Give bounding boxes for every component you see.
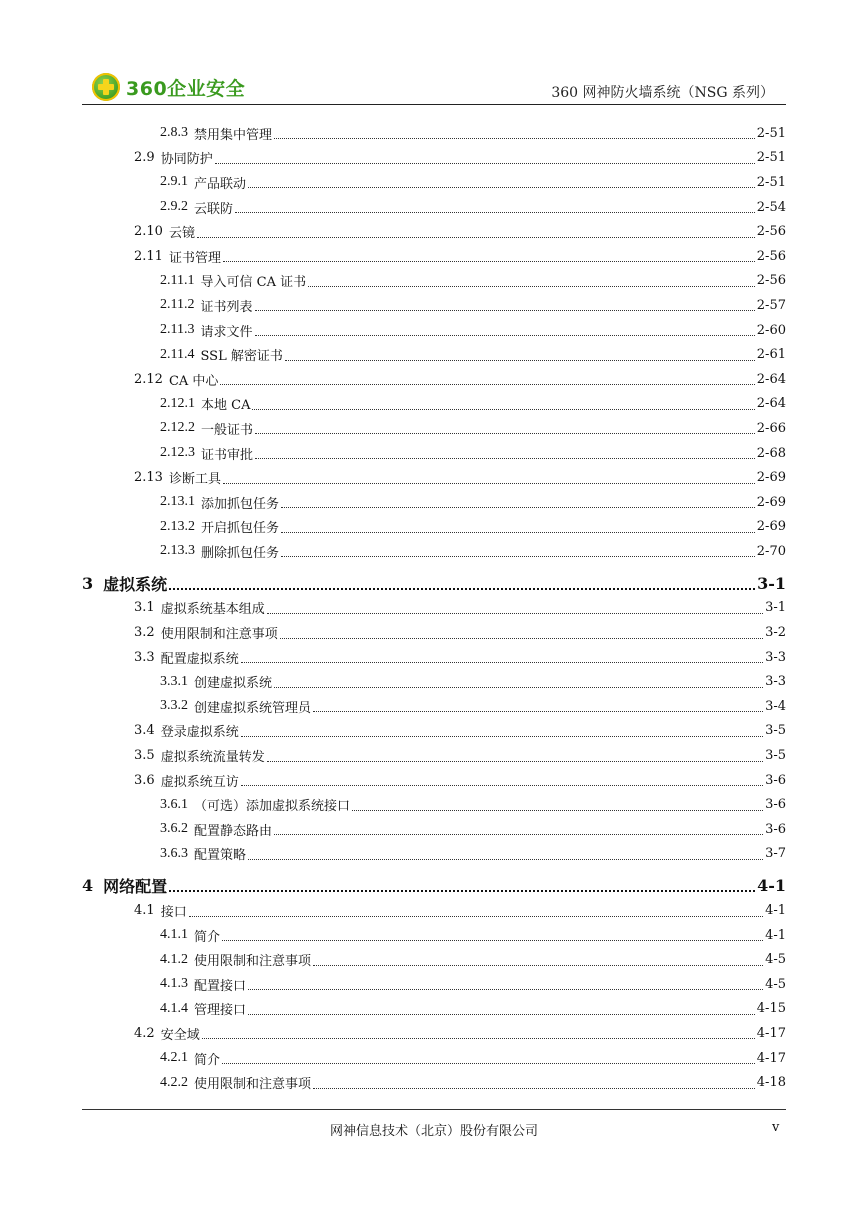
toc-entry-page: 3-6 <box>765 821 786 837</box>
toc-leader-dots <box>241 784 763 786</box>
toc-entry-page: 2-64 <box>756 396 786 412</box>
toc-entry-number: 3.6.1 <box>160 796 188 812</box>
toc-leader-dots <box>220 383 754 385</box>
toc-entry-page: 2-69 <box>756 519 786 535</box>
toc-entry[interactable] <box>82 219 786 244</box>
toc-entry-number: 2.12.3 <box>160 445 195 461</box>
toc-entry-title: 简介 <box>194 929 221 945</box>
toc-entry-title: SSL 解密证书 <box>200 349 283 365</box>
toc-leader-dots <box>313 1087 755 1089</box>
toc-entry-number: 3.5 <box>134 748 155 764</box>
toc-leader-dots <box>281 531 755 533</box>
toc-entry[interactable] <box>82 392 786 417</box>
toc-entry-number: 2.8.3 <box>160 125 188 141</box>
toc-entry-number: 2.9.1 <box>160 174 188 190</box>
toc-entry-number: 2.13.3 <box>160 543 195 559</box>
toc-entry-title: 虚拟系统流量转发 <box>160 750 265 766</box>
toc-entry-number: 2.12 <box>134 371 163 387</box>
toc-entry[interactable] <box>82 490 786 515</box>
toc-entry-number: 2.13 <box>134 470 163 486</box>
toc-leader-dots <box>197 236 755 238</box>
toc-entry-page: 2-54 <box>756 199 786 215</box>
toc-entry[interactable] <box>82 817 786 842</box>
toc-entry-title: 安全域 <box>160 1027 200 1043</box>
toc-entry[interactable] <box>82 694 786 719</box>
toc-entry-title: 证书管理 <box>168 250 221 266</box>
toc-entry-title: 管理接口 <box>194 1003 247 1019</box>
toc-entry-page: 2-68 <box>756 445 786 461</box>
toc-entry[interactable] <box>82 293 786 318</box>
header-divider <box>82 104 786 105</box>
toc-entry-number: 2.12.1 <box>160 395 195 411</box>
toc-entry-number: 4.1.4 <box>160 1000 188 1016</box>
toc-entry[interactable] <box>82 170 786 195</box>
toc-entry[interactable] <box>82 342 786 367</box>
toc-entry-page: 3-2 <box>765 625 786 641</box>
toc-leader-dots <box>252 408 754 410</box>
toc-entry-page: 3-3 <box>765 674 786 690</box>
toc-entry-title: 云联防 <box>194 201 234 217</box>
toc-entry-page: 4-17 <box>756 1050 786 1066</box>
toc-entry-title: 接口 <box>160 905 187 921</box>
toc-entry-page: 2-56 <box>756 224 786 240</box>
toc-entry[interactable] <box>82 1021 786 1046</box>
toc-entry[interactable] <box>82 923 786 948</box>
toc-leader-dots <box>222 939 763 941</box>
toc-entry-page: 4-5 <box>765 952 786 968</box>
toc-entry-number: 2.9 <box>134 150 155 166</box>
toc-entry-title: 删除抓包任务 <box>201 545 280 561</box>
toc-entry-page: 4-18 <box>756 1075 786 1091</box>
toc-entry-page: 2-60 <box>756 322 786 338</box>
toc-entry-title: 虚拟系统互访 <box>160 774 239 790</box>
toc-entry-number: 4.1.2 <box>160 951 188 967</box>
toc-entry[interactable] <box>82 367 786 392</box>
toc-entry-number: 2.9.2 <box>160 199 188 215</box>
toc-leader-dots <box>189 915 763 917</box>
toc-leader-dots <box>241 735 763 737</box>
toc-entry-title: 证书列表 <box>200 299 253 315</box>
toc-entry-title: 配置接口 <box>194 978 247 994</box>
toc-entry-title: 协同防护 <box>160 152 213 168</box>
toc-entry-number: 2.11.3 <box>160 322 195 338</box>
toc-entry-page: 2-69 <box>756 470 786 486</box>
toc-entry-title: 配置策略 <box>194 848 247 864</box>
toc-leader-dots <box>255 457 755 459</box>
toc-entry-page: 2-51 <box>756 174 786 190</box>
toc-entry[interactable] <box>82 195 786 220</box>
toc-leader-dots <box>313 710 763 712</box>
toc-entry[interactable] <box>82 318 786 343</box>
toc-entry-page: 4-1 <box>765 903 786 919</box>
toc-entry-number: 4.1.1 <box>160 927 188 943</box>
toc-entry-page: 2-51 <box>756 150 786 166</box>
toc-leader-dots <box>255 432 755 434</box>
toc-leader-dots <box>255 309 755 311</box>
toc-entry-number: 3.1 <box>134 600 155 616</box>
toc-leader-dots <box>235 211 755 213</box>
toc-entry-page: 2-64 <box>756 371 786 387</box>
toc-entry-page: 3-5 <box>765 723 786 739</box>
toc-leader-dots <box>274 686 763 688</box>
toc-entry[interactable] <box>82 873 786 898</box>
toc-entry-page: 2-51 <box>756 125 786 141</box>
toc-entry-title: 本地 CA <box>201 398 251 414</box>
toc-entry-page: 3-1 <box>757 573 786 593</box>
toc-leader-dots <box>308 285 755 287</box>
toc-entry-title: 创建虚拟系统 <box>194 676 273 692</box>
toc-leader-dots <box>255 334 755 336</box>
toc-leader-dots <box>280 637 763 639</box>
toc-entry-page: 3-1 <box>765 600 786 616</box>
toc-entry-number: 3.3.1 <box>160 673 188 689</box>
toc-entry-number: 3.3 <box>134 649 155 665</box>
toc-entry-number: 2.11 <box>134 248 163 264</box>
toc-entry-number: 2.11.2 <box>160 297 195 313</box>
toc-entry-title: 使用限制和注意事项 <box>194 1077 312 1093</box>
toc-leader-dots <box>215 162 755 164</box>
toc-section-gap <box>82 866 786 873</box>
toc-entry-number: 4 <box>82 876 94 896</box>
toc-leader-dots <box>223 260 755 262</box>
toc-entry-number: 3 <box>82 573 94 593</box>
toc-leader-dots <box>313 964 763 966</box>
toc-entry-number: 2.10 <box>134 224 163 240</box>
toc-entry-page: 3-7 <box>765 846 786 862</box>
toc-entry-page: 3-3 <box>765 649 786 665</box>
toc-entry-number: 3.4 <box>134 723 155 739</box>
toc-entry-title: 添加抓包任务 <box>201 496 280 512</box>
toc-leader-dots <box>267 760 763 762</box>
toc-entry[interactable] <box>82 121 786 146</box>
toc-entry-title: 简介 <box>194 1052 221 1068</box>
toc-entry-page: 2-66 <box>756 420 786 436</box>
toc-section-gap <box>82 564 786 571</box>
page-header <box>82 68 786 104</box>
toc-entry-number: 2.13.2 <box>160 518 195 534</box>
toc-entry-number: 4.1 <box>134 903 155 919</box>
toc-entry[interactable] <box>82 515 786 540</box>
toc-entry-title: 一般证书 <box>201 422 254 438</box>
toc-entry-title: 证书审批 <box>201 447 254 463</box>
toc-entry-page: 3-6 <box>765 797 786 813</box>
toc-entry[interactable] <box>82 898 786 923</box>
toc-entry-page: 2-56 <box>756 248 786 264</box>
toc-entry[interactable] <box>82 792 786 817</box>
toc-entry-title: 使用限制和注意事项 <box>160 627 278 643</box>
toc-entry[interactable] <box>82 947 786 972</box>
toc-leader-dots <box>274 833 763 835</box>
toc-entry[interactable] <box>82 768 786 793</box>
toc-entry[interactable] <box>82 620 786 645</box>
toc-leader-dots <box>274 137 755 139</box>
toc-entry[interactable] <box>82 719 786 744</box>
toc-leader-dots <box>202 1037 755 1039</box>
toc-entry-title: 网络配置 <box>103 877 168 897</box>
toc-entry[interactable] <box>82 539 786 564</box>
toc-leader-dots <box>248 1013 755 1015</box>
logo-text: 360企业安全 <box>126 77 246 100</box>
toc-leader-dots <box>223 482 755 484</box>
toc-entry-title: CA 中心 <box>168 373 219 389</box>
table-of-contents <box>82 121 786 1095</box>
toc-entry[interactable] <box>82 669 786 694</box>
toc-entry[interactable] <box>82 465 786 490</box>
toc-entry[interactable] <box>82 596 786 621</box>
toc-leader-dots <box>169 889 755 892</box>
toc-entry[interactable] <box>82 972 786 997</box>
toc-entry-title: 登录虚拟系统 <box>160 725 239 741</box>
footer-page-number: v <box>772 1120 780 1135</box>
toc-entry-number: 4.2 <box>134 1025 155 1041</box>
toc-entry-number: 4.1.3 <box>160 976 188 992</box>
toc-entry-title: 禁用集中管理 <box>194 127 273 143</box>
toc-entry-title: 虚拟系统 <box>103 574 168 594</box>
toc-entry[interactable] <box>82 244 786 269</box>
toc-entry[interactable] <box>82 441 786 466</box>
toc-leader-dots <box>267 612 763 614</box>
toc-entry-page: 4-1 <box>765 927 786 943</box>
company-logo <box>92 71 245 103</box>
toc-leader-dots <box>248 186 755 188</box>
toc-leader-dots <box>352 809 763 811</box>
toc-entry[interactable] <box>82 842 786 867</box>
toc-entry-number: 2.11.1 <box>160 272 195 288</box>
toc-entry-title: 产品联动 <box>194 176 247 192</box>
logo-cross-icon <box>92 73 120 101</box>
toc-entry-title: 创建虚拟系统管理员 <box>194 700 312 716</box>
toc-entry-title: 诊断工具 <box>168 472 221 488</box>
toc-entry[interactable] <box>82 269 786 294</box>
toc-entry-page: 2-57 <box>756 297 786 313</box>
toc-leader-dots <box>241 661 763 663</box>
toc-entry[interactable] <box>82 743 786 768</box>
document-title: 360 网神防火墙系统（NSG 系列） <box>551 85 774 101</box>
toc-entry-page: 2-69 <box>756 494 786 510</box>
toc-entry-number: 3.2 <box>134 625 155 641</box>
toc-leader-dots <box>248 858 763 860</box>
toc-entry-page: 2-56 <box>756 273 786 289</box>
toc-entry-page: 2-70 <box>756 543 786 559</box>
toc-entry-page: 3-4 <box>765 698 786 714</box>
toc-entry-title: 导入可信 CA 证书 <box>200 275 307 291</box>
toc-entry-title: 配置静态路由 <box>194 823 273 839</box>
toc-entry[interactable] <box>82 1046 786 1071</box>
toc-entry[interactable] <box>82 571 786 596</box>
toc-entry-title: 云镜 <box>168 226 195 242</box>
toc-entry[interactable] <box>82 416 786 441</box>
toc-entry-page: 4-5 <box>765 976 786 992</box>
toc-entry-number: 3.3.2 <box>160 698 188 714</box>
toc-entry-number: 3.6 <box>134 772 155 788</box>
toc-entry-page: 4-15 <box>756 1001 786 1017</box>
toc-entry-title: （可选）添加虚拟系统接口 <box>194 799 351 815</box>
toc-leader-dots <box>248 988 763 990</box>
footer-company: 网神信息技术（北京）股份有限公司 <box>329 1124 538 1139</box>
toc-entry[interactable] <box>82 1070 786 1095</box>
toc-leader-dots <box>281 555 755 557</box>
toc-leader-dots <box>169 587 755 590</box>
toc-leader-dots <box>285 359 755 361</box>
toc-entry-page: 4-17 <box>756 1025 786 1041</box>
toc-entry-page: 3-5 <box>765 748 786 764</box>
footer-divider <box>82 1109 786 1110</box>
toc-entry-number: 2.13.1 <box>160 494 195 510</box>
toc-entry-number: 3.6.2 <box>160 821 188 837</box>
toc-entry-title: 开启抓包任务 <box>201 521 280 537</box>
toc-entry-number: 2.11.4 <box>160 346 195 362</box>
toc-entry-page: 4-1 <box>757 876 786 896</box>
toc-leader-dots <box>281 506 755 508</box>
toc-entry-number: 4.2.1 <box>160 1050 188 1066</box>
toc-entry-page: 3-6 <box>765 772 786 788</box>
toc-entry-number: 3.6.3 <box>160 845 188 861</box>
toc-entry-page: 2-61 <box>756 347 786 363</box>
toc-entry-title: 配置虚拟系统 <box>160 651 239 667</box>
toc-entry-title: 请求文件 <box>200 324 253 340</box>
toc-leader-dots <box>222 1062 755 1064</box>
toc-entry[interactable] <box>82 146 786 171</box>
toc-entry-number: 2.12.2 <box>160 420 195 436</box>
toc-entry[interactable] <box>82 997 786 1022</box>
toc-entry-title: 使用限制和注意事项 <box>194 954 312 970</box>
toc-entry-title: 虚拟系统基本组成 <box>160 602 265 618</box>
toc-entry[interactable] <box>82 645 786 670</box>
toc-entry-number: 4.2.2 <box>160 1074 188 1090</box>
